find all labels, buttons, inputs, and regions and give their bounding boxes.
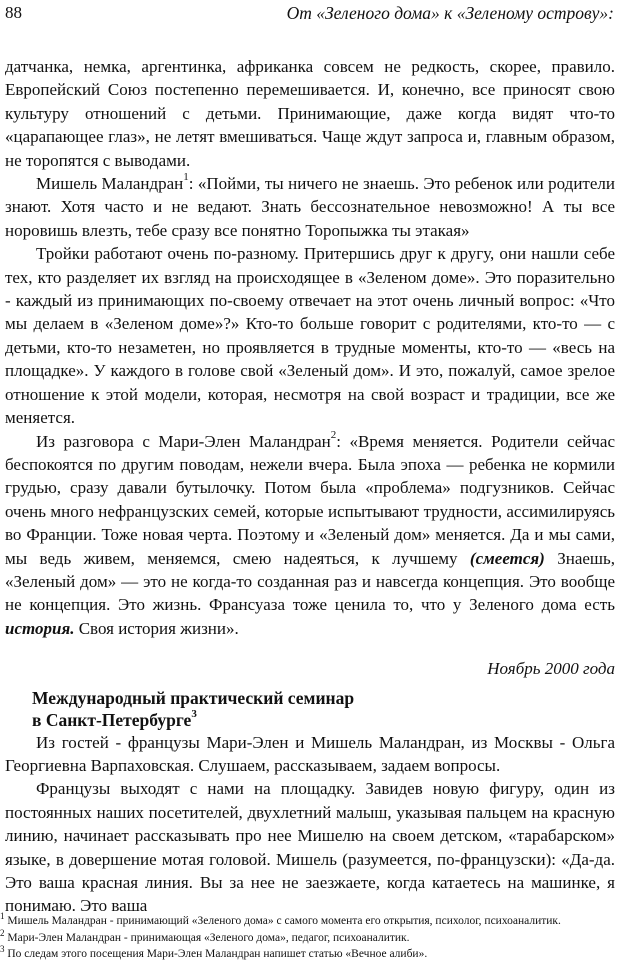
paragraph-4-mid: : «Время меняется. Родители сейчас беспокоятся по другим поводам, нежели вчера. Была эпоха — ребенка не кормили грудью, сразу давали бутылочку. Потом была «проблема» подгузников. Сейчас очень много нефранцузских семей, которые испытывают трудности, ассимилируясь во Франции. Тоже новая черта. Поэтому и «Зеленый дом» меняется. Да и мы сами, мы ведь живем, меняемся, смею надеяться, к лучшему	[5, 431, 615, 568]
quote-text: : «Пойми, ты ничего не знаешь. Это ребенок или родители знают. Хотя часто и не ведают. Знать бессознательное невозможно! А ты все норовишь влезть, тебе сразу все понятно Торопыжка ты этакая»	[5, 174, 615, 240]
date-line: Ноябрь 2000 года	[487, 659, 615, 679]
footnotes	[0, 913, 618, 963]
paragraph-5: Из гостей - французы Мари-Элен и Мишель Маландран, из Москвы - Ольга Георгиевна Варпаховская. Слушаем, рассказываем, задаем вопросы.	[5, 732, 615, 775]
footnote-ref-3: 3	[191, 707, 197, 720]
footnote-1-text: Мишель Маландран - принимающий «Зеленого дома» с самого момента его открытия, психолог, психоаналитик.	[7, 915, 561, 927]
paragraph-4	[5, 430, 615, 641]
page-number: 88	[5, 3, 22, 22]
paragraph-1: датчанка, немка, аргентинка, африканка совсем не редкость, скорее, правило. Европейский Союз постепенно перемешивается. И, конечно, все приносят свою культуру отношений с детьми. Принимающие, даже когда видят что-то «царапающее глаз», не летят вмешиваться. Чаще ждут запроса и, главным образом, не торопятся с выводами.	[5, 57, 615, 170]
running-title: От «Зеленого дома» к «Зеленому острову»:	[286, 3, 614, 23]
paragraph-4-start: Из разговора с Мари-Элен Маландран	[36, 431, 331, 451]
footnote-3	[0, 946, 618, 963]
footnote-ref-1: 1	[183, 171, 189, 184]
footnote-3-mark: 3	[0, 944, 5, 955]
footnote-2-mark: 2	[0, 927, 5, 938]
footnote-1	[0, 913, 618, 930]
page-header	[5, 3, 614, 27]
footnote-2-text: Мари-Элен Маландран - принимающая «Зеленого дома», педагог, психоаналитик.	[7, 931, 410, 944]
paragraph-4-end: Своя история жизни».	[78, 618, 239, 638]
paragraph-6: Французы выходят с нами на площадку. Завидев новую фигуру, один из постоянных наших посетителей, двухлетний малыш, указывая пальцем на красную линию, начинает рассказывать про нее Мишелю на своем детском, «тарабарском» языке, в довершение мотая головой. Мишель (разумеется, по-французски): «Да-да. Это ваша красная линия. Вы за нее не заезжаете, когда катаетесь на машинке, я понимаю. Это ваша	[5, 779, 615, 916]
section-title-line-2-wrap	[32, 709, 615, 731]
section-title	[32, 687, 615, 731]
history-emphasis: история.	[5, 618, 75, 638]
paragraph-4-after-laugh: Знаешь, «Зеленый дом» — это не когда-то созданная раз и навсегда концепция. Это вообще не концепция. Это жизнь. Франсуаза тоже ценила то, что у Зеленого дома есть	[5, 548, 616, 615]
laugh-remark: (смеется)	[469, 548, 545, 568]
footnote-3-text: По следам этого посещения Мари-Элен Маландран напишет статью «Вечное алиби».	[7, 948, 428, 961]
section-title-line-2: в Санкт-Петербурге	[32, 709, 192, 730]
footnote-ref-2: 2	[330, 428, 337, 441]
footnote-1-mark: 1	[0, 911, 5, 921]
speaker-name: Мишель Маландран	[36, 174, 184, 194]
main-text	[5, 55, 615, 918]
paragraph-3: Тройки работают очень по-разному. Притершись друг к другу, они нашли себе тех, кто разделяет их взгляд на происходящее в «Зеленом доме». Это поразительно - каждый из принимающих по-своему отвечает на этот очень личный вопрос: «Что мы делаем в «Зеленом доме»?» Кто-то больше говорит с родителями, кто-то — с детьми, кто-то незаметен, но проявляется в трудные моменты, кто-то — «весь на площадке». У каждого в голове свой «Зеленый дом». И это, пожалуй, самое зрелое отношение к этой модели, которая, несмотря на свой возраст и традиции, все же меняется.	[5, 244, 615, 428]
paragraph-2	[5, 172, 615, 242]
section-title-line-1: Международный практический семинар	[32, 687, 355, 708]
footnote-2	[0, 927, 618, 947]
